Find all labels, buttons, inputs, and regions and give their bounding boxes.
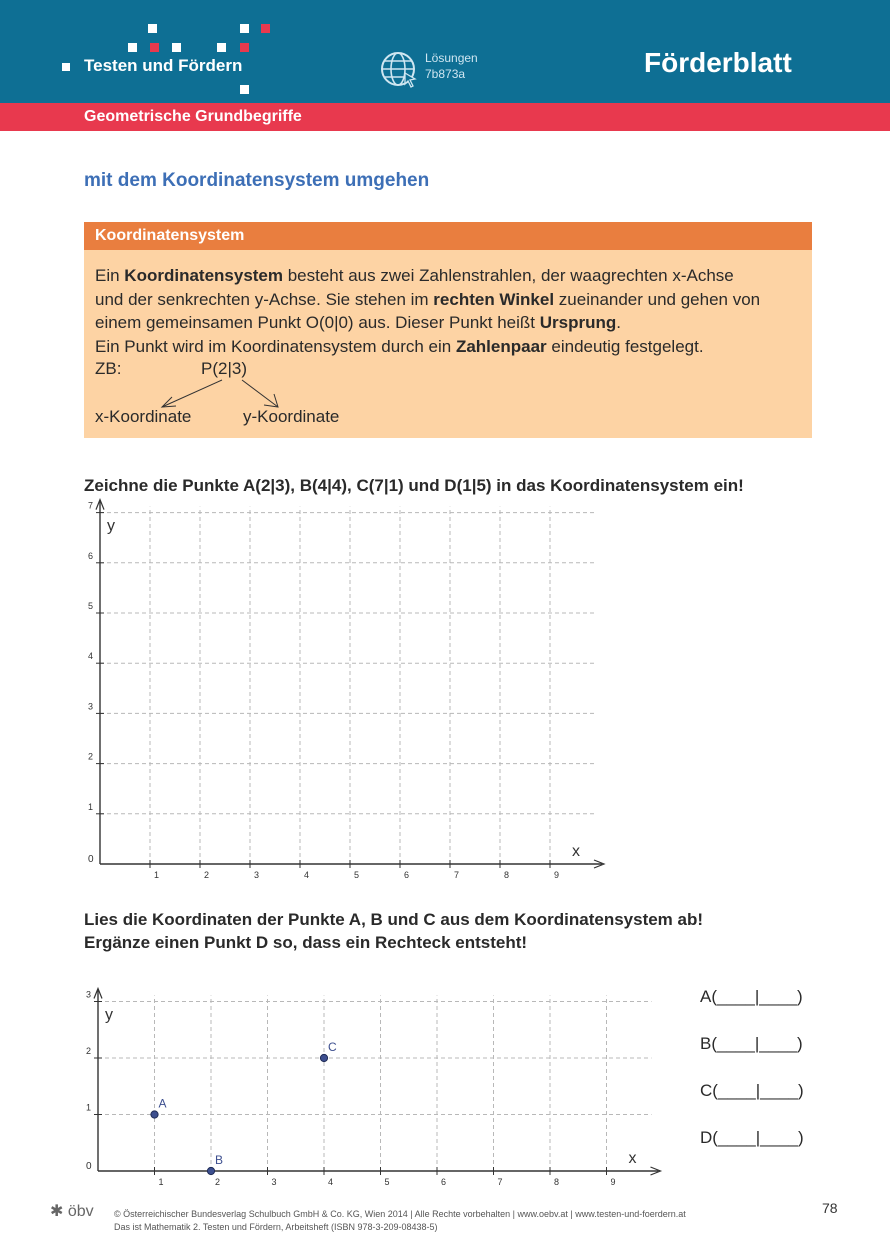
y-tick-label: 2: [86, 1046, 92, 1056]
task2-instruction-2: Ergänze einen Punkt D so, dass ein Rechteck entsteht!: [84, 933, 528, 952]
x-tick-label: 9: [610, 1177, 616, 1187]
logo-square: [62, 63, 70, 71]
answer-field-a[interactable]: A(____|____): [700, 987, 803, 1006]
answer-field-b[interactable]: B(____|____): [700, 1034, 803, 1053]
info-box-title: Koordinatensystem: [95, 227, 245, 244]
point-a: [151, 1111, 158, 1118]
logo-square: [261, 24, 270, 33]
topic-ribbon: [0, 103, 890, 131]
x-axis-label: x: [572, 843, 580, 860]
logo-square: [128, 43, 137, 52]
task1-instruction: Zeichne die Punkte A(2|3), B(4|4), C(7|1) und D(1|5) in das Koordinatensystem ein!: [84, 476, 744, 495]
y-tick-label: 1: [88, 801, 94, 812]
footer-text: [114, 1208, 686, 1234]
info-line: [95, 335, 805, 359]
solutions-link[interactable]: [425, 50, 478, 82]
task2-instruction-1: Lies die Koordinaten der Punkte A, B und C aus dem Koordinatensystem ab!: [84, 910, 704, 929]
x-tick-label: 3: [271, 1177, 277, 1187]
x-tick-label: 1: [154, 870, 160, 880]
x-coordinate-label: x-Koordinate: [95, 407, 192, 426]
info-text: Ein Punkt wird im Koordinatensystem durch ein: [95, 336, 456, 356]
x-tick-label: 2: [215, 1177, 221, 1187]
y-axis-label: y: [105, 1006, 113, 1024]
globe-icon[interactable]: [380, 51, 418, 89]
publisher-logo-text: öbv: [67, 1203, 94, 1220]
y-tick-label: 2: [88, 751, 94, 762]
x-tick-label: 6: [404, 870, 410, 880]
info-bold-term: Ursprung: [539, 313, 617, 332]
origin-label: 0: [88, 854, 94, 865]
x-tick-label: 2: [204, 870, 210, 880]
info-text: besteht aus zwei Zahlenstrahlen, der waagrechten x-Achse: [283, 266, 734, 285]
info-line: [95, 264, 805, 288]
y-tick-label: 1: [86, 1102, 92, 1113]
info-text: eindeutig festgelegt.: [546, 336, 704, 356]
x-tick-label: 4: [304, 870, 310, 880]
y-tick-label: 4: [88, 651, 94, 662]
y-tick-label: 6: [88, 550, 94, 561]
x-tick-label: 3: [254, 870, 260, 880]
x-axis-label: x: [628, 1150, 637, 1167]
y-tick-label: 3: [86, 989, 92, 1000]
x-tick-label: 6: [441, 1177, 447, 1187]
y-coordinate-label: y-Koordinate: [243, 407, 340, 426]
x-tick-label: 5: [354, 870, 360, 880]
info-bold-term: Zahlenpaar: [455, 336, 547, 356]
point-b: [207, 1167, 214, 1174]
x-tick-label: 8: [554, 1177, 560, 1187]
coordinate-system-2[interactable]: [80, 958, 680, 1190]
point-label-b: B: [215, 1153, 224, 1167]
logo-square: [240, 85, 249, 94]
x-tick-label: 8: [504, 870, 510, 880]
info-box: [84, 222, 812, 438]
y-tick-label: 3: [88, 701, 94, 712]
info-text: zueinander und gehen von: [554, 289, 761, 309]
sparkle-icon: ✱: [50, 1203, 64, 1220]
header-banner: [0, 0, 890, 103]
info-line: [95, 311, 805, 335]
book-line: Das ist Mathematik 2. Testen und Fördern, Arbeitsheft (ISBN 978-3-209-08438-5): [114, 1222, 438, 1232]
info-bold-term: Koordinatensystem: [124, 266, 283, 285]
solutions-label: Lösungen: [425, 51, 478, 65]
answer-field-c[interactable]: C(____|____): [700, 1081, 804, 1100]
point-label-c: C: [328, 1040, 337, 1054]
example-point: P(2|3): [201, 359, 247, 378]
logo-square: [150, 43, 159, 52]
point-c: [320, 1054, 327, 1061]
page-subtitle: mit dem Koordinatensystem umgehen: [84, 170, 430, 191]
y-tick-label: 5: [88, 601, 94, 611]
logo-square: [217, 43, 226, 52]
info-text: und der senkrechten y-Achse. Sie stehen im: [95, 289, 434, 309]
origin-label: 0: [86, 1161, 92, 1172]
y-tick-label: 7: [88, 500, 94, 511]
topic-title: Geometrische Grundbegriffe: [84, 108, 302, 125]
info-text: Ein: [95, 266, 125, 285]
info-text: einem gemeinsamen Punkt O(0|0) aus. Dieser Punkt heißt: [95, 313, 540, 332]
example-label: ZB:: [95, 359, 122, 378]
info-box-header: [84, 222, 812, 250]
publisher-logo: [50, 1201, 94, 1221]
answer-field-d[interactable]: D(____|____): [700, 1128, 804, 1147]
sheet-title: Förderblatt: [644, 47, 792, 78]
logo-square: [240, 24, 249, 33]
info-bold-term: rechten Winkel: [433, 289, 555, 309]
coordinate-system-1[interactable]: [80, 498, 620, 883]
logo-square: [148, 24, 157, 33]
info-line: [95, 288, 805, 312]
solutions-code: 7b873a: [425, 67, 466, 81]
brand-logo-text: Testen und Fördern: [84, 56, 243, 75]
x-tick-label: 7: [454, 870, 460, 880]
y-axis-label: y: [107, 517, 115, 535]
x-tick-label: 4: [328, 1177, 334, 1187]
page-number: 78: [822, 1200, 838, 1216]
x-tick-label: 5: [384, 1177, 390, 1187]
copyright-line: © Österreichischer Bundesverlag Schulbuch GmbH & Co. KG, Wien 2014 | Alle Rechte vorbehalten | www.oebv.at | www.testen-und-foerdern.at: [114, 1209, 686, 1219]
point-label-a: A: [158, 1096, 167, 1111]
info-text: .: [616, 313, 621, 332]
x-tick-label: 7: [497, 1177, 503, 1187]
x-tick-label: 9: [554, 870, 560, 880]
logo-square: [240, 43, 249, 52]
logo-square: [172, 43, 181, 52]
info-box-body: [95, 264, 805, 358]
x-tick-label: 1: [158, 1177, 164, 1187]
